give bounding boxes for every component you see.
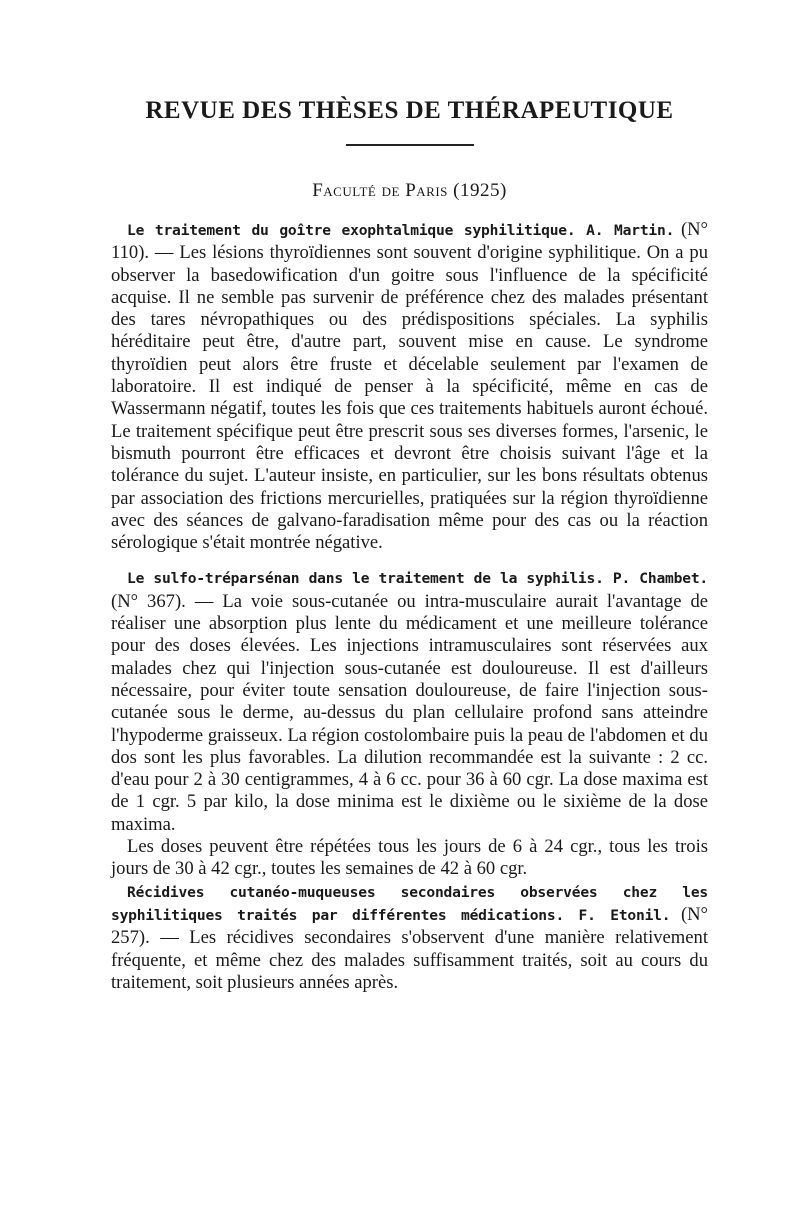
thesis-entry-recidives bbox=[111, 881, 708, 994]
entry-heading: Le sulfo-tréparsénan dans le traitement de la syphilis. P. Chambet. bbox=[127, 570, 708, 588]
thesis-entry-goitre bbox=[111, 219, 708, 554]
entry-continuation: Les doses peuvent être répétées tous les jours de 6 à 24 cgr., tous les trois jours de 30 à 42 cgr., toutes les semaines de 42 à 60 cgr. bbox=[111, 836, 708, 880]
entry-reference: (N° 367). bbox=[111, 590, 186, 612]
entry-heading: Le traitement du goître exophtalmique syphilitique. A. Martin. bbox=[127, 222, 675, 239]
entry-body: — La voie sous-cutanée ou intra-musculaire aurait l'avantage de réaliser une absorption plus lente du médicament et une meilleure tolérance pour des doses élevées. Les injections intramusculaires sont réservées aux malades chez qui l'injection sous-cutanée est douloureuse. Il est d'ailleurs nécessaire, pour éviter toute sensation douloureuse, de faire l'injection sous-cutanée sous le derme, au-dessus du plan cellulaire profond sans atteindre l'hypoderme graisseux. La région costolombaire puis la peau de l'abdomen et du dos sont les plus favorables. La dilution recommandée est la suivante : 2 cc. d'eau pour 2 à 30 centigrammes, 4 à 6 cc. pour 36 à 60 cgr. La dose maxima est de 1 cgr. 5 par kilo, la dose minima est le dixième ou le sixième de la dose maxima. bbox=[111, 590, 709, 835]
entry-body: — Les récidives secondaires s'observent d'une manière relativement fréquente, et même chez des malades suffisamment traités, soit au cours du traitement, soit plusieurs années après. bbox=[111, 927, 708, 993]
thesis-entry-sulfo-treparsenan bbox=[111, 567, 708, 836]
entry-reference: (N° 110). bbox=[111, 219, 708, 264]
page-title: REVUE DES THÈSES DE THÉRAPEUTIQUE bbox=[145, 97, 674, 124]
entry-body: — Les lésions thyroïdiennes sont souvent d'origine syphilitique. On a pu observer la basedowification d'un goitre sous l'influence de la spécificité acquise. Il ne semble pas survenir de préférence chez des malades présentant des tares névropathiques ou des prédispositions spéciales. La syphilis héréditaire peut être, d'autre part, souvent mise en cause. Le syndrome thyroïdien peut alors être fruste et décelable seulement par l'examen de laboratoire. Il est indiqué de penser à la spécificité, même en cas de Wassermann négatif, toutes les fois que ces traitements habituels auront échoué. Le traitement spécifique peut être prescrit sous ses diverses formes, l'arsenic, le bismuth pourront être efficaces et devront être choisis suivant l'âge et la tolérance du sujet. L'auteur insiste, en particulier, sur les bons résultats obtenus par association des frictions mercurielles, pratiquées sur la région thyroïdienne avec des séances de galvano-faradisation même pour des cas ou la réaction sérologique s'était montrée négative. bbox=[111, 242, 709, 554]
title-rule bbox=[346, 144, 474, 146]
entry-reference: (N° 257). bbox=[111, 903, 708, 949]
faculty-subtitle: Faculté de Paris (1925) bbox=[312, 180, 507, 201]
entry-heading: Récidives cutanéo-muqueuses secondaires observées chez les syphilitiques traités par différentes médications. F. Etonil. bbox=[111, 883, 708, 924]
